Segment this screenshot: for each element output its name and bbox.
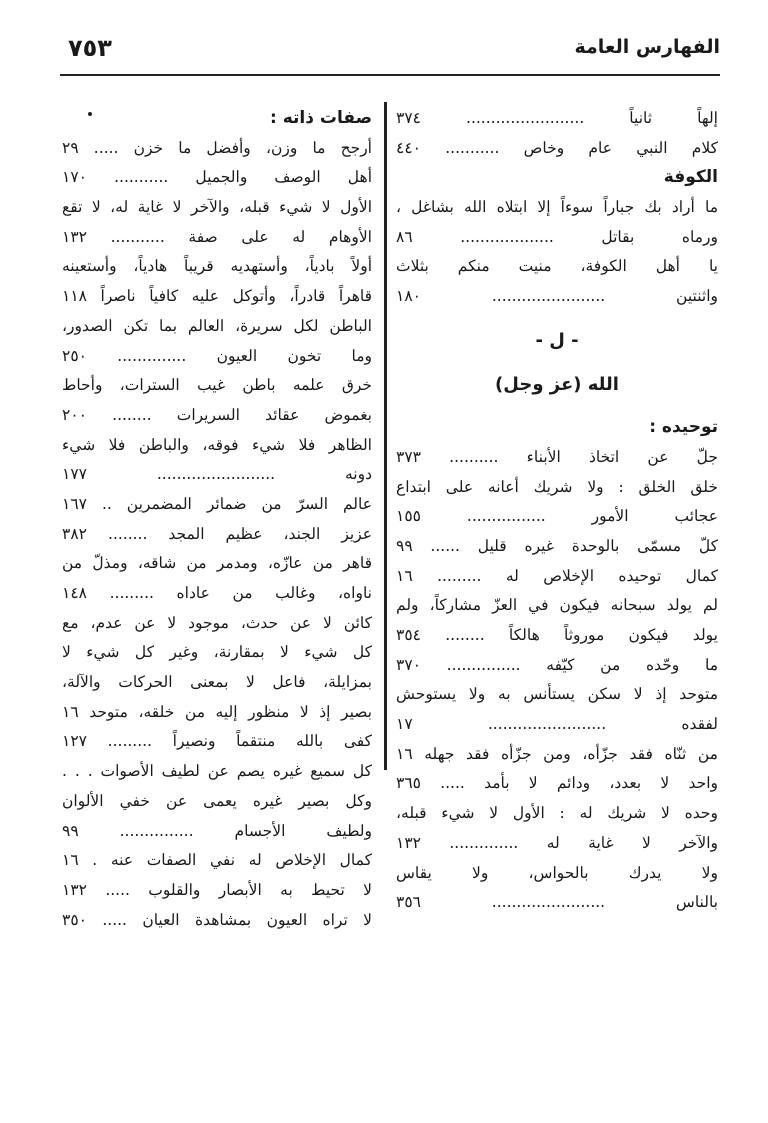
index-entry-line: وما تخون العيون .............. ٢٥٠ bbox=[62, 346, 372, 365]
centered-heading: - ل - bbox=[535, 329, 579, 351]
index-entry-line: لم يولد سبحانه فيكون في العزّ مشاركاً، ولم bbox=[396, 596, 718, 615]
index-entry-line: دونه ........................ ١٧٧ bbox=[62, 465, 372, 484]
index-entry-line: كل شيء لا بمقارنة، وغير كل شيء لا bbox=[62, 643, 372, 662]
index-entry-line: يولد فيكون موروثاً هالكاً ........ ٣٥٤ bbox=[396, 626, 718, 644]
index-entry-line: لا تراه العيون بمشاهدة العيان ..... ٣٥٠ bbox=[62, 910, 372, 929]
index-entry-line: ولطيف الأجسام ............... ٩٩ bbox=[62, 821, 372, 840]
index-entry-line: بغموض عقائد السريرات ........ ٢٠٠ bbox=[62, 405, 372, 424]
index-entry-line: كلام النبي عام وخاص ........... ٤٤٠ bbox=[396, 138, 718, 157]
index-entry-line: بالناس ....................... ٣٥٦ bbox=[396, 893, 718, 912]
index-entry-line: ما أراد بك جباراً سوءاً إلا ابتلاه الله بشاغل ، bbox=[396, 198, 718, 217]
section-heading: الكوفة bbox=[663, 167, 718, 188]
index-entry-line: من ثنّاه فقد جزّأه، ومن جزّأه فقد جهله ١٦ bbox=[396, 744, 718, 763]
index-entry-line: الأول لا شيء قبله، والآخر لا غاية له، لا تقع bbox=[62, 198, 372, 217]
index-entry-line: عجائب الأمور ................ ١٥٥ bbox=[396, 507, 718, 526]
index-entry-line: لفقده ........................ ١٧ bbox=[396, 715, 718, 734]
left-column bbox=[62, 104, 372, 935]
index-entry-line: قاهر من عازّه، ومدمر من شاقه، ومذلّ من bbox=[62, 554, 372, 573]
page-header bbox=[60, 30, 720, 70]
index-entry-line: قاهراً قادراً، وأتوكل عليه كافياً ناصراً ١١٨ bbox=[62, 287, 372, 306]
index-entry-line: لا تحيط به الأبصار والقلوب ..... ١٣٢ bbox=[62, 880, 372, 899]
index-entry-line: كمال توحيده الإخلاص له ......... ١٦ bbox=[396, 566, 718, 585]
spacer bbox=[396, 356, 718, 370]
index-entry-line: والآخر لا غاية له .............. ١٣٢ bbox=[396, 833, 718, 852]
page-number: ٧٥٣ bbox=[68, 34, 112, 62]
right-column bbox=[396, 104, 718, 918]
index-entry-line: ورماه بقاتل ................... ٨٦ bbox=[396, 227, 718, 246]
index-entry-line: خلق الخلق : ولا شريك أعانه على ابتداع bbox=[396, 477, 718, 496]
spacer bbox=[396, 399, 718, 413]
index-entry-line: كفى بالله منتقماً ونصيراً ......... ١٢٧ bbox=[62, 732, 372, 751]
header-rule bbox=[60, 74, 720, 76]
index-entry-line: الأوهام له على صفة ........... ١٣٢ bbox=[62, 227, 372, 246]
index-entry-line: كمال الإخلاص له نفي الصفات عنه . ١٦ bbox=[62, 851, 372, 870]
section-heading: صفات ذاته : bbox=[269, 108, 372, 128]
index-entry-line: ناواه، وغالب من عاداه ......... ١٤٨ bbox=[62, 584, 372, 602]
index-entry-line: ما وحّده من كيّفه ............... ٣٧٠ bbox=[396, 655, 718, 674]
index-entry-line: كائن لا عن حدث، موجود لا عن عدم، مع bbox=[62, 613, 372, 632]
index-entry-line: كل سميع غيره يصم عن لطيف الأصوات . . . bbox=[62, 762, 372, 781]
centered-heading: الله (عز وجل) bbox=[495, 373, 619, 395]
index-entry-line: كلّ مسمّى بالوحدة غيره قليل ...... ٩٩ bbox=[396, 536, 718, 555]
index-entry-line: الظاهر فلا شيء فوقه، والباطن فلا شيء bbox=[62, 435, 372, 454]
running-head: الفهارس العامة bbox=[574, 36, 720, 58]
index-entry-line: جلّ عن اتخاذ الأبناء .......... ٣٧٣ bbox=[396, 447, 718, 466]
index-entry-line: بمزايلة، فاعل لا بمعنى الحركات والآلة، bbox=[62, 673, 372, 692]
index-entry-line: عالم السرّ من ضمائر المضمرين .. ١٦٧ bbox=[62, 494, 372, 513]
index-entry-line: متوحد إذ لا سكن يستأنس به ولا يستوحش bbox=[396, 685, 718, 704]
index-entry-line: يا أهل الكوفة، منيت منكم بثلاث bbox=[396, 257, 718, 276]
index-entry-line: أرجح ما وزن، وأفضل ما خزن ..... ٢٩ bbox=[62, 138, 372, 157]
index-entry-line: ولا يدرك بالحواس، ولا يقاس bbox=[396, 863, 718, 882]
column-divider bbox=[384, 102, 387, 770]
index-entry-line: الباطن لكل سريرة، العالم بما تكن الصدور، bbox=[62, 316, 372, 335]
index-entry-line: واثنتين ....................... ١٨٠ bbox=[396, 287, 718, 306]
index-entry-line: عزيز الجند، عظيم المجد ........ ٣٨٢ bbox=[62, 524, 372, 543]
index-entry-line: بصير إذ لا منظور إليه من خلقه، متوحد ١٦ bbox=[62, 702, 372, 721]
index-entry-line: وحده لا شريك له : الأول لا شيء قبله، bbox=[396, 804, 718, 823]
index-entry-line: إلهاً ثانياً ........................ ٣٧٤ bbox=[396, 109, 718, 127]
section-heading: توحيده : bbox=[649, 417, 718, 438]
index-entry-line: أولاً بادياً، وأستهديه قريباً هادياً، وأستعينه bbox=[62, 257, 372, 276]
index-entry-line: أهل الوصف والجميل ........... ١٧٠ bbox=[62, 168, 372, 187]
index-entry-line: خرق علمه باطن غيب السترات، وأحاط bbox=[62, 376, 372, 395]
index-entry-line: وكل بصير غيره يعمى عن خفي الألوان bbox=[62, 791, 372, 810]
index-entry-line: واحد لا بعدد، ودائم لا بأمد ..... ٣٦٥ bbox=[396, 774, 718, 793]
spacer bbox=[396, 312, 718, 326]
